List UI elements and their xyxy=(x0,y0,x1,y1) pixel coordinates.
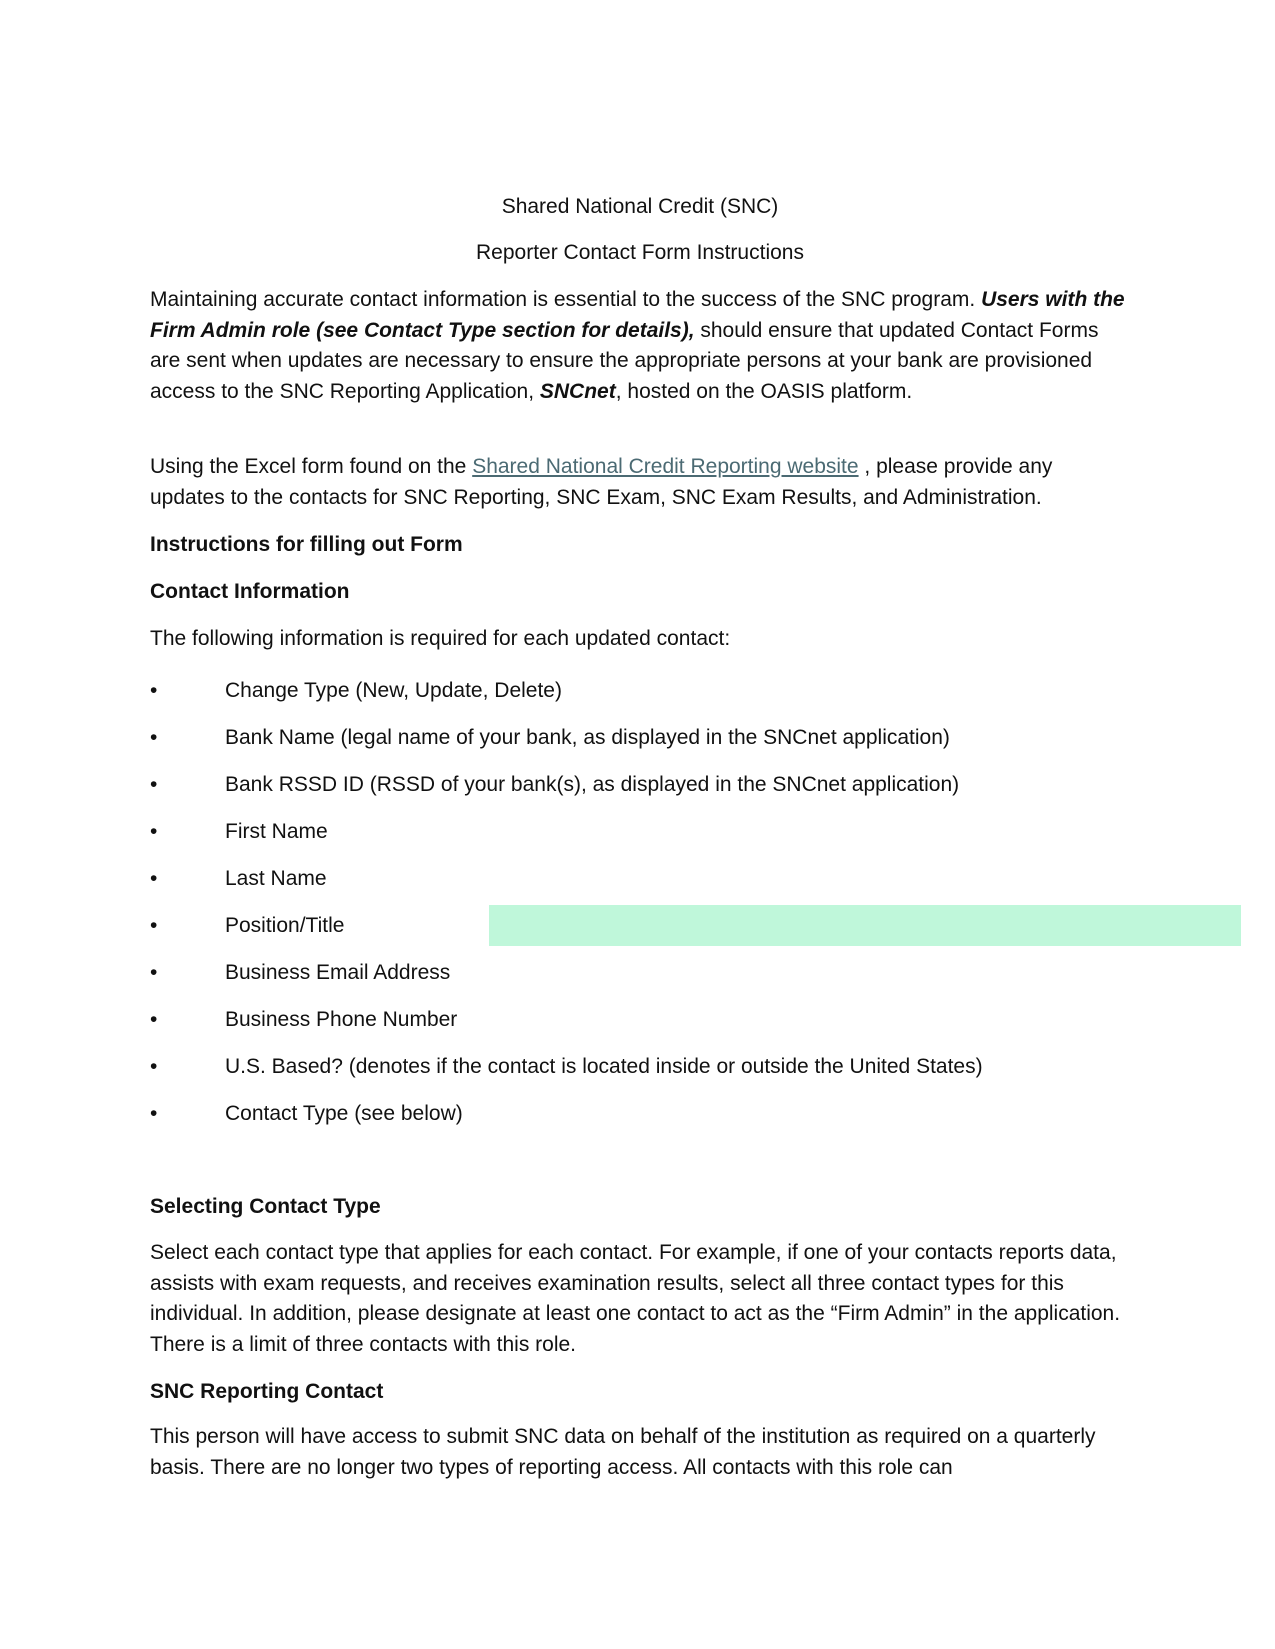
bullet-icon: • xyxy=(150,867,158,890)
intro-paragraph xyxy=(150,285,1130,407)
document-page: Shared National Credit (SNC) Reporter Contact Form Instructions Maintaining accurate contact information is essential to the success of the SNC program. Users with the Firm Admin role (see Contact Type section for details), should ensure that updated Contact Forms are sent when updates are necessary to ensure the appropriate persons at your bank are provisioned access to the SNC Reporting Application, SNCnet, hosted on the OASIS platform. Using the Excel form found on the Shared National Credit Reporting website , please provide any updates to the contacts for SNC Reporting, SNC Exam, SNC Exam Results, and Administration. Instructions for filling out Form Contact Information The following information is required for each updated contact: • Change Type (New, Update, Delete) • Bank Name (legal name of your bank, as displayed in the SNCnet application) • Bank RSSD ID (RSSD of your bank(s), as displayed in the SNCnet application) • First Name • Last Name • Position/Title • Business Email Address • Business Phone Number • U.S. Based? (denotes if the contact is located inside or outside the United States) • Contact Type (see below) Selecting Contact Type Select each contact type that applies for each contact. For example, if one of your contacts reports data, assists with exam requests, and receives examination results, select all three contact types for this individual. In addition, please designate at least one contact to act as the “Firm Admin” in the application. There is a limit of three contacts with this role. SNC Reporting Contact This person will have access to submit SNC data on behalf of the institution as required on a quarterly basis. There are no longer two types of reporting access. All contacts with this role can xyxy=(150,0,1130,1649)
excel-text-1: Using the Excel form found on the xyxy=(150,455,473,478)
bullet-icon: • xyxy=(150,773,158,796)
selecting-contact-type-paragraph: Select each contact type that applies for each contact. For example, if one of your contacts reports data, assists with exam requests, and receives examination results, select all three contact types for this individual. In addition, please designate at least one contact to act as the “Firm Admin” in the application. There is a limit of three contacts with this role. xyxy=(150,1241,1121,1356)
bullet-icon: • xyxy=(150,961,158,984)
intro-text-2: should ensure that updated Contact Forms are sent when updates are necessary to ensure the appropriate persons at your bank are provisioned access to the SNC Reporting Application, xyxy=(150,318,1099,403)
contact-information-heading: Contact Information xyxy=(150,580,350,603)
required-intro: The following information is required for each updated contact: xyxy=(150,627,731,650)
document-title: Shared National Credit (SNC) xyxy=(501,195,779,218)
document-subtitle: Reporter Contact Form Instructions xyxy=(476,241,804,264)
bullet-icon: • xyxy=(150,679,158,702)
bullet-icon: • xyxy=(150,726,158,749)
intro-sncnet: SNCnet xyxy=(539,379,616,403)
bullet-icon: • xyxy=(150,1008,158,1031)
snc-reporting-contact-heading: SNC Reporting Contact xyxy=(150,1380,384,1403)
intro-text-1: Maintaining accurate contact information is essential to the success of the SNC program. xyxy=(150,288,982,311)
bullet-icon: • xyxy=(150,1055,158,1078)
intro-text-3: , hosted on the OASIS platform. xyxy=(615,379,913,403)
instructions-heading: Instructions for filling out Form xyxy=(150,533,463,556)
excel-paragraph xyxy=(150,452,1130,513)
bullet-icon: • xyxy=(150,914,158,937)
snc-reporting-contact-paragraph: This person will have access to submit SNC data on behalf of the institution as required on a quarterly basis. There are no longer two types of reporting access. All contacts with this role can xyxy=(150,1425,1096,1479)
bullet-icon: • xyxy=(150,820,158,843)
snc-reporting-website-link[interactable]: Shared National Credit Reporting website xyxy=(472,455,859,478)
intro-firm-admin-note: Users with the Firm Admin role (see Contact Type section for details), xyxy=(150,288,1125,342)
selecting-contact-type-heading: Selecting Contact Type xyxy=(150,1195,381,1218)
excel-text-2: , please provide any updates to the contacts for SNC Reporting, SNC Exam, SNC Exam Results, and Administration. xyxy=(150,455,1053,509)
bullet-icon: • xyxy=(150,1102,158,1125)
